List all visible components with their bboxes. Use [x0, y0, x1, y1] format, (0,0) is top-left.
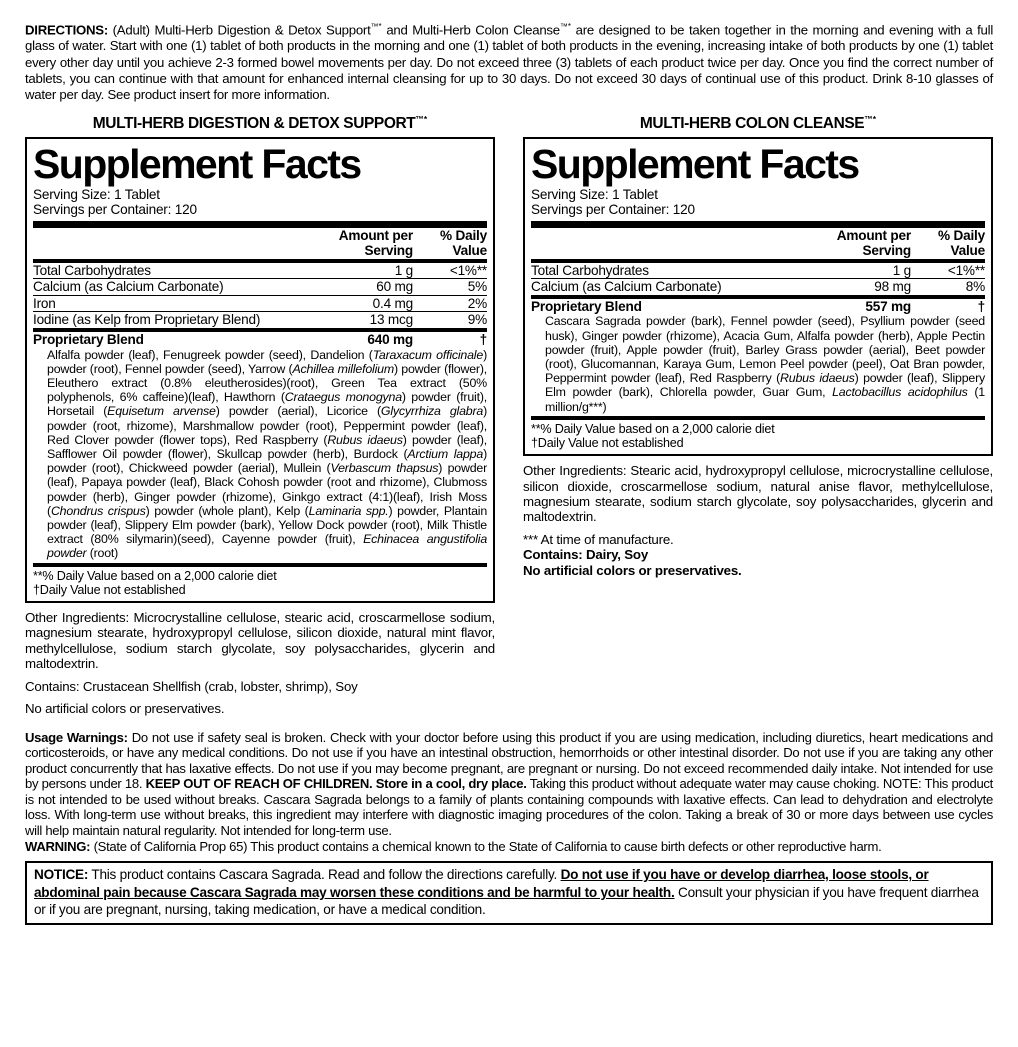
supplement-facts-heading-left: Supplement Facts — [33, 141, 361, 188]
blend-dv-right: † — [977, 298, 985, 314]
nutrient-daily-value: 2% — [413, 295, 487, 312]
header-amount-line2: Serving — [364, 243, 413, 259]
trademark-symbol: ™* — [415, 113, 428, 124]
header-dv-line2: Value — [452, 243, 487, 259]
header-amount-line2: Serving — [862, 243, 911, 259]
notice-warning-underlined: Do not use if you have or develop diarrhea, loose stools, or abdominal pain because Cascara Sagrada may worsen these conditions and be harmful to your health. — [34, 867, 929, 900]
panel-colon-cleanse — [523, 114, 993, 578]
header-amount-line1: Amount per — [836, 227, 911, 243]
notice-text-1: This product contains Cascara Sagrada. Read and follow the directions carefully. — [88, 867, 561, 883]
trademark-symbol: ™* — [864, 113, 877, 124]
nutrient-amount: 60 mg — [305, 279, 413, 296]
footnotes-right — [531, 420, 985, 454]
servings-per-container-right: Servings per Container: 120 — [531, 202, 695, 218]
nutrient-daily-value: <1%** — [449, 262, 487, 278]
divider-thick — [531, 221, 985, 228]
product-title-right-text: MULTI-HERB COLON CLEANSE — [639, 115, 865, 133]
facts-rows-left — [33, 263, 487, 328]
footnote-dv-not-established-left: †Daily Value not established — [33, 582, 186, 597]
footnotes-left — [33, 567, 487, 601]
product-title-right — [523, 114, 993, 133]
table-row — [33, 279, 487, 296]
blend-name-right: Proprietary Blend — [531, 298, 642, 314]
nutrient-name: Total Carbohydrates — [33, 262, 151, 278]
nutrient-daily-value: 5% — [413, 279, 487, 296]
nutrient-name: Iron — [33, 295, 305, 312]
blend-amount-right: 557 mg — [865, 298, 911, 314]
table-row — [33, 312, 487, 328]
usage-warnings-block — [25, 730, 993, 855]
facts-rows-body-right — [531, 263, 985, 295]
nutrient-name: Calcium (as Calcium Carbonate) — [531, 279, 803, 295]
other-ingredients-right: Other Ingredients: Stearic acid, hydroxypropyl cellulose, microcrystalline cellulose, silicon dioxide, croscarmellose sodium, natural anise flavor, methylcellulose, magnesium stearate, sodium starch glycolate, soy polysaccharides, glycerin and maltodextrin. — [523, 463, 993, 525]
facts-table-right — [531, 228, 985, 259]
notice-text-2: Consult your physician if you have frequent diarrhea or if you are pregnant, nursing, taking medication, or have a medical condition. — [34, 884, 979, 918]
trademark-symbol: ™* — [370, 22, 382, 31]
nutrient-amount: 1 g — [394, 262, 413, 278]
nutrient-amount: 1 g — [892, 262, 911, 278]
table-header-row — [531, 228, 985, 259]
header-amount-per-serving — [803, 228, 911, 259]
header-amount-line1: Amount per — [338, 227, 413, 243]
serving-size-left: Serving Size: 1 Tablet — [33, 187, 160, 203]
header-daily-value — [911, 228, 985, 259]
notice-label: NOTICE: — [34, 867, 89, 883]
divider-thick — [33, 221, 487, 228]
facts-rows-right — [531, 263, 985, 295]
manufacture-note-right: *** At time of manufacture. — [523, 531, 674, 547]
table-row — [531, 263, 985, 279]
nutrient-amount: 98 mg — [803, 279, 911, 295]
blend-row-right — [531, 299, 985, 315]
blend-ingredients-right: Cascara Sagrada powder (bark), Fennel powder (seed), Psyllium powder (seed husk), Ginger powder (rhizome), Acacia Gum, Alfalfa powder (herb), Apple Pectin powder (fruit), Apple powder (fruit), Barley Grass powder (aerial), Beet powder (root), Glucomannan, Karaya Gum, Lemon Peel powder (peel), Oat Bran powder, Peppermint powder (leaf), Red Raspberry (Rubus idaeus) powder (leaf), Slippery Elm powder (bark), Chlorella powder, Guar Gum, Lactobacillus acidophilus (1 million/g***) — [545, 314, 985, 414]
facts-rows-body-left — [33, 263, 487, 328]
nutrient-daily-value: 8% — [911, 279, 985, 295]
nutrient-amount: 0.4 mg — [305, 295, 413, 312]
header-daily-value — [413, 228, 487, 259]
header-blank — [531, 228, 803, 259]
footnote-daily-value-basis-right: **% Daily Value based on a 2,000 calorie diet — [531, 421, 775, 436]
no-artificial-colors-left: No artificial colors or preservatives. — [25, 701, 225, 717]
product-title-left-text: MULTI-HERB DIGESTION & DETOX SUPPORT — [92, 115, 416, 133]
table-row-proprietary-blend — [531, 299, 985, 315]
header-dv-line1: % Daily — [440, 227, 487, 243]
usage-warnings-label: Usage Warnings: — [25, 729, 128, 745]
table-row — [531, 279, 985, 295]
directions-text-2: and Multi-Herb Colon Cleanse — [381, 22, 560, 38]
table-row — [33, 263, 487, 279]
contains-allergens-left: Contains: Crustacean Shellfish (crab, lobster, shrimp), Soy — [25, 678, 358, 694]
table-row — [33, 295, 487, 312]
blend-amount-left: 640 mg — [367, 332, 413, 348]
serving-size-right: Serving Size: 1 Tablet — [531, 187, 658, 203]
header-blank — [33, 228, 305, 259]
blend-row-left — [33, 332, 487, 348]
table-row-proprietary-blend — [33, 332, 487, 348]
nutrient-daily-value: <1%** — [947, 262, 985, 278]
contains-allergens-right: Contains: Dairy, Soy — [523, 547, 649, 563]
notice-box — [25, 861, 993, 925]
directions-label: DIRECTIONS: — [25, 22, 108, 38]
directions-paragraph — [25, 0, 993, 103]
prop65-label: WARNING: — [25, 838, 91, 854]
facts-table-left — [33, 228, 487, 259]
blend-ingredients-left: Alfalfa powder (leaf), Fenugreek powder (seed), Dandelion (Taraxacum officinale) powder (root), Fennel powder (seed), Yarrow (Achillea millefolium) powder (flower), Eleuthero extract (0.8% eleutherosides)(root), Green Tea extract (50% polyphenols, 6% caffeine)(leaf), Hawthorn (Crataegus monogyna) powder (fruit), Horsetail (Equisetum arvense) powder (aerial), Licorice (Glycyrrhiza glabra) powder (root, rhizome), Marshmallow powder (root), Peppermint powder (leaf), Red Clover powder (flower tops), Red Raspberry (Rubus idaeus) powder (leaf), Safflower Oil powder (flower), Skullcap powder (herb), Burdock (Arctium lappa) powder (root), Chickweed powder (aerial), Mullein (Verbascum thapsus) powder (leaf), Papaya powder (leaf), Black Cohosh powder (root and rhizome), Clubmoss powder (herb), Ginger powder (rhizome), Ginkgo extract (4:1)(leaf), Irish Moss (Chondrus crispus) powder (whole plant), Kelp (Laminaria spp.) powder, Plantain powder (leaf), Slippery Elm powder (bark), Yellow Dock powder (root), Milk Thistle extract (80% silymarin)(seed), Cayenne powder (fruit), Echinacea angustifolia powder (root) — [47, 347, 488, 561]
prop65-warning — [25, 839, 993, 855]
usage-warnings-text-1: Do not use if safety seal is broken. Check with your doctor before using this product if you are using medication, including diuretics, heart medications and corticosteroids, or have any medical conditions. Do not use if you have an intestinal obstruction, hemorrhoids or other intestinal disorder. Do not use if you are taking any other product concurrently that has laxative effects. Do not use if you may become pregnant, are pregnant or nursing. Do not exceed recommended daily intake. Not intended for use by persons under 18. — [25, 729, 993, 792]
trademark-symbol: ™* — [559, 22, 571, 31]
footnote-dv-not-established-right: †Daily Value not established — [531, 436, 684, 451]
panel-digestion-detox-support — [25, 114, 495, 717]
nutrient-name: Total Carbohydrates — [531, 262, 649, 278]
directions-text-3: are designed to be taken together in the morning and evening with a full glass of water. Start with one (1) tablet of both products in the morning and one (1) tablet of both products in the evening, increasing intake of both products by one (1) tablet every other day until you achieve 2-3 formed bowel movements per day. Do not exceed three (3) tablets of each product twice per day. Once you find the correct number of tablets, you can continue with that amount for enhanced internal cleansing for up to 30 days. Do not exceed 30 days of continual use of this product. Drink 8-10 glasses of water per day. See product insert for more information. — [25, 22, 993, 102]
product-title-left — [25, 114, 495, 133]
supplement-facts-box-left — [25, 137, 495, 603]
blend-name-left: Proprietary Blend — [33, 332, 144, 348]
prop65-text: (State of California Prop 65) This product contains a chemical known to the State of California to cause birth defects or other reproductive harm. — [90, 838, 882, 854]
table-header-row — [33, 228, 487, 259]
supplement-facts-box-right — [523, 137, 993, 456]
no-artificial-colors-right: No artificial colors or preservatives. — [523, 562, 742, 578]
other-ingredients-left: Other Ingredients: Microcrystalline cellulose, stearic acid, croscarmellose sodium, magnesium stearate, hydroxypropyl cellulose, silicon dioxide, natural mint flavor, methylcellulose, sodium starch glycolate, soy polysaccharides, glycerin and maltodextrin. — [25, 610, 495, 672]
supplement-facts-heading-right: Supplement Facts — [531, 141, 859, 188]
keep-out-of-reach-notice: KEEP OUT OF REACH OF CHILDREN. Store in a cool, dry place. — [145, 776, 527, 792]
nutrient-daily-value: 9% — [413, 312, 487, 328]
header-dv-line1: % Daily — [938, 227, 985, 243]
header-dv-line2: Value — [950, 243, 985, 259]
servings-per-container-left: Servings per Container: 120 — [33, 202, 197, 218]
directions-text-1: (Adult) Multi-Herb Digestion & Detox Support — [107, 22, 371, 38]
nutrient-name: Iodine (as Kelp from Proprietary Blend) — [33, 312, 305, 328]
header-amount-per-serving — [305, 228, 413, 259]
blend-dv-left: † — [479, 332, 487, 348]
nutrient-amount: 13 mcg — [305, 312, 413, 328]
nutrient-name: Calcium (as Calcium Carbonate) — [33, 279, 305, 296]
supplement-panels — [25, 114, 993, 717]
usage-warnings-text-2: Taking this product without adequate water may cause choking. NOTE: This product is not intended to be used without breaks. Cascara Sagrada belongs to a family of plants containing compounds with laxative effects. Can lead to dehydration and electrolyte loss. With long-term use without breaks, this ingredient may interfere with diagnostic imaging procedures of the colon. Taking a break of 30 or more days between use cycles will help maintain natural regularity. Not intended for long-term use. — [25, 776, 994, 839]
footnote-daily-value-basis-left: **% Daily Value based on a 2,000 calorie diet — [33, 568, 277, 583]
